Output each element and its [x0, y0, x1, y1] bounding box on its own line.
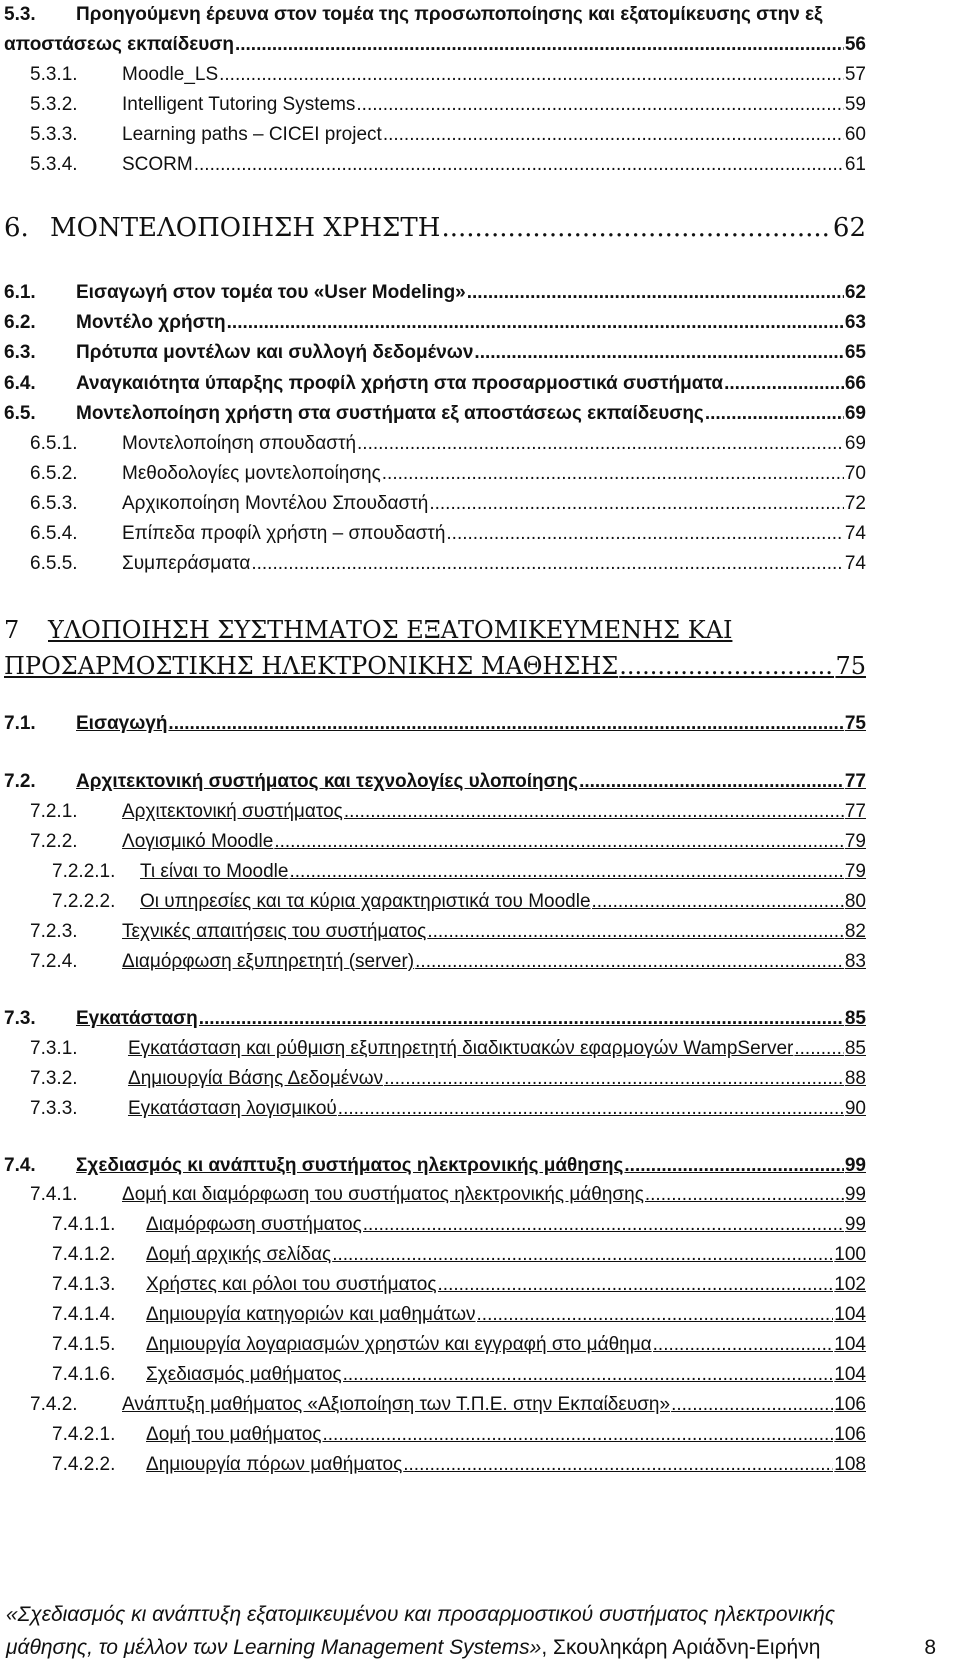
- toc-entry-title: Εγκατάσταση λογισμικού: [128, 1098, 337, 1119]
- toc-leader-dots: [343, 1361, 834, 1388]
- toc-entry-page: 61: [844, 154, 866, 175]
- toc-entry-number: 7.2.2.: [30, 831, 78, 852]
- toc-entry-title: ΜΟΝΤΕΛΟΠΟΙΗΣΗ ΧΡΗΣΤΗ: [50, 213, 441, 243]
- toc-leader-dots: [705, 400, 844, 427]
- toc-entry[interactable]: [52, 888, 866, 915]
- toc-leader-dots: [344, 798, 844, 825]
- toc-entry[interactable]: [4, 1152, 866, 1179]
- toc-entry-title: Δομή και διαμόρφωση του συστήματος ηλεκτρονικής μάθησης: [122, 1184, 644, 1205]
- toc-entry-number: 7.4.1.4.: [52, 1304, 116, 1325]
- toc-entry-number: 7.1.: [4, 713, 36, 734]
- toc-entry-number: 7.4.2.1.: [52, 1424, 116, 1445]
- toc-leader-dots: [356, 91, 843, 118]
- toc-entry[interactable]: [52, 1331, 866, 1358]
- toc-entry-page: 57: [844, 64, 866, 85]
- toc-entry-page: 99: [844, 1214, 866, 1235]
- toc-leader-dots: [363, 1211, 844, 1238]
- toc-leader-dots: [338, 1095, 844, 1122]
- toc-entry-title: Αρχιτεκτονική συστήματος: [122, 801, 343, 822]
- toc-entry-page: 108: [834, 1454, 866, 1475]
- toc-entry-title: Δημιουργία πόρων μαθήματος: [146, 1454, 403, 1475]
- toc-entry-number: 5.3.1.: [30, 64, 78, 85]
- toc-entry-page: 62: [832, 213, 866, 243]
- toc-entry-page: 80: [844, 891, 866, 912]
- page-footer: [6, 1598, 936, 1664]
- toc-entry[interactable]: [30, 798, 866, 825]
- toc-entry-number: 5.3.: [4, 4, 36, 25]
- toc-leader-dots: [579, 768, 844, 795]
- toc-entry-page: 83: [844, 951, 866, 972]
- toc-entry-number: 7.4.1.: [30, 1184, 78, 1205]
- toc-entry-page: 106: [834, 1424, 866, 1445]
- toc-entry-title: Λογισμικό Moodle: [122, 831, 274, 852]
- toc-entry[interactable]: [52, 1271, 866, 1298]
- toc-entry[interactable]: [4, 279, 866, 306]
- toc-entry-title: Αρχιτεκτονική συστήματος και τεχνολογίες υλοποίησης: [76, 771, 579, 792]
- toc-entry-page: 85: [844, 1038, 866, 1059]
- toc-entry-title: Δομή αρχικής σελίδας: [146, 1244, 332, 1265]
- toc-entry-page: 65: [844, 342, 866, 363]
- toc-leader-dots: [332, 1241, 833, 1268]
- toc-entry-page: 70: [844, 463, 866, 484]
- toc-entry-page: 99: [844, 1155, 866, 1176]
- toc-entry-number: 6.5.3.: [30, 493, 78, 514]
- toc-entry[interactable]: [4, 31, 866, 58]
- toc-entry[interactable]: [30, 151, 866, 178]
- toc-entry-number: 5.3.3.: [30, 124, 78, 145]
- toc-entry-title: Εγκατάσταση και ρύθμιση εξυπηρετητή διαδικτυακών εφαρμογών WampServer: [128, 1038, 794, 1059]
- toc-entry-number: 7.2.4.: [30, 951, 78, 972]
- toc-leader-dots: [467, 279, 844, 306]
- toc-entry-number: 7.3.3.: [30, 1098, 78, 1119]
- toc-leader-dots: [592, 888, 844, 915]
- toc-entry[interactable]: [52, 1421, 866, 1448]
- toc-entry[interactable]: [4, 768, 866, 795]
- toc-entry[interactable]: [4, 650, 866, 682]
- toc-entry-page: 56: [844, 34, 866, 55]
- toc-entry-number: 7.3.1.: [30, 1038, 78, 1059]
- toc-leader-dots: [168, 710, 843, 737]
- toc-entry[interactable]: [52, 1451, 866, 1478]
- toc-entry-number: 7.2.2.1.: [52, 861, 116, 882]
- toc-leader-dots: [438, 1271, 834, 1298]
- toc-leader-dots: [227, 309, 844, 336]
- toc-entry-title: Μεθοδολογίες μοντελοποίησης: [122, 463, 381, 484]
- toc-entry-number: 5.3.4.: [30, 154, 78, 175]
- toc-leader-dots: [384, 1065, 844, 1092]
- toc-entry-page: 106: [834, 1394, 866, 1415]
- toc-entry-number: 7.2.3.: [30, 921, 78, 942]
- toc-entry-number: 6.5.: [4, 403, 36, 424]
- toc-entry-page: 104: [834, 1334, 866, 1355]
- toc-entry-title: Σχεδιασμός μαθήματος: [146, 1364, 342, 1385]
- toc-entry[interactable]: [30, 61, 866, 88]
- toc-entry-page: 75: [835, 652, 866, 680]
- toc-entry-page: 85: [844, 1008, 866, 1029]
- toc-entry[interactable]: [4, 400, 866, 427]
- toc-entry-title: ΥΛΟΠΟΙΗΣΗ ΣΥΣΤΗΜΑΤΟΣ ΕΞΑΤΟΜΙΚΕΥΜΕΝΗΣ ΚΑΙ: [48, 616, 733, 644]
- toc-entry-title: Συμπεράσματα: [122, 553, 251, 574]
- toc-entry[interactable]: [4, 1005, 866, 1032]
- toc-entry[interactable]: [30, 1391, 866, 1418]
- toc-entry-title: Learning paths – CICEI project: [122, 124, 382, 145]
- toc-entry[interactable]: [30, 430, 866, 457]
- toc-entry[interactable]: [30, 828, 866, 855]
- toc-entry[interactable]: [52, 1361, 866, 1388]
- toc-entry-number: 5.3.2.: [30, 94, 78, 115]
- toc-leader-dots: [446, 520, 843, 547]
- toc-entry-page: 79: [844, 831, 866, 852]
- toc-entry-title: Τεχνικές απαιτήσεις του συστήματος: [122, 921, 427, 942]
- toc-entry-page: 63: [844, 312, 866, 333]
- toc-entry-number: 7.4.2.: [30, 1394, 78, 1415]
- toc-leader-dots: [274, 828, 844, 855]
- toc-entry-title: Οι υπηρεσίες και τα κύρια χαρακτηριστικά του Moodle: [140, 891, 591, 912]
- toc-leader-dots: [653, 1331, 834, 1358]
- toc-entry-number: 7: [4, 616, 20, 644]
- toc-entry-number: 7.2.1.: [30, 801, 78, 822]
- toc-leader-dots: [199, 1005, 844, 1032]
- toc-entry-number: 7.3.2.: [30, 1068, 78, 1089]
- toc-entry-title: Δομή του μαθήματος: [146, 1424, 322, 1445]
- toc-leader-dots: [251, 550, 844, 577]
- toc-leader-dots: [619, 650, 834, 682]
- toc-leader-dots: [415, 948, 844, 975]
- toc-entry-title: Εισαγωγή στον τομέα του «User Modeling»: [76, 282, 466, 303]
- toc-entry-number: 6.5.5.: [30, 553, 78, 574]
- toc-entry-title: Αναγκαιότητα ύπαρξης προφίλ χρήστη στα προσαρμοστικά συστήματα: [76, 373, 724, 394]
- toc-entry-page: 104: [834, 1364, 866, 1385]
- toc-entry-page: 77: [844, 801, 866, 822]
- toc-entry-title: Ανάπτυξη μαθήματος «Αξιοποίηση των Τ.Π.Ε. στην Εκπαίδευση»: [122, 1394, 671, 1415]
- toc-entry-number: 7.4.2.2.: [52, 1454, 116, 1475]
- toc-leader-dots: [474, 339, 843, 366]
- toc-entry[interactable]: [30, 1181, 866, 1208]
- toc-entry-title: ΠΡΟΣΑΡΜΟΣΤΙΚΗΣ ΗΛΕΚΤΡΟΝΙΚΗΣ ΜΑΘΗΣΗΣ: [4, 652, 619, 680]
- toc-entry[interactable]: [52, 1301, 866, 1328]
- toc-entry-page: 77: [844, 771, 866, 792]
- toc-entry-number: 7.4.1.5.: [52, 1334, 116, 1355]
- footer-author: , Σκουληκάρη Αριάδνη-Ειρήνη: [541, 1636, 821, 1659]
- toc-entry-title: Δημιουργία λογαριασμών χρηστών και εγγραφή στο μάθημα: [146, 1334, 652, 1355]
- toc-entry-title: Intelligent Tutoring Systems: [122, 94, 356, 115]
- toc-entry-number: 7.4.1.6.: [52, 1364, 116, 1385]
- footer-thesis-title-line1: «Σχεδιασμός κι ανάπτυξη εξατομικευμένου και προσαρμοστικού συστήματος ηλεκτρονικής: [6, 1603, 836, 1626]
- toc-entry-number: 6.2.: [4, 312, 36, 333]
- toc-entry-title: Δημιουργία κατηγοριών και μαθημάτων: [146, 1304, 476, 1325]
- toc-entry[interactable]: [30, 1095, 866, 1122]
- toc-entry-page: 82: [844, 921, 866, 942]
- toc-entry[interactable]: [4, 370, 866, 397]
- toc-entry[interactable]: [4, 1, 866, 28]
- toc-entry-title: Πρότυπα μοντέλων και συλλογή δεδομένων: [76, 342, 474, 363]
- toc-leader-dots: [235, 31, 844, 58]
- toc-entry-number: 6.3.: [4, 342, 36, 363]
- toc-entry-page: 102: [834, 1274, 866, 1295]
- toc-leader-dots: [794, 1035, 843, 1062]
- toc-entry-title: Διαμόρφωση συστήματος: [146, 1214, 362, 1235]
- toc-entry[interactable]: [30, 91, 866, 118]
- toc-entry[interactable]: [30, 121, 866, 148]
- toc-entry-title: Moodle_LS: [122, 64, 219, 85]
- toc-entry-number: 7.4.1.3.: [52, 1274, 116, 1295]
- toc-leader-dots: [477, 1301, 834, 1328]
- toc-entry-title: SCORM: [122, 154, 193, 175]
- footer-thesis-title-line2: [6, 1631, 936, 1664]
- toc-leader-dots: [429, 490, 844, 517]
- toc-entry-page: 104: [834, 1304, 866, 1325]
- toc-entry-page: 75: [844, 713, 866, 734]
- toc-entry-title: Μοντελοποίηση σπουδαστή: [122, 433, 357, 454]
- toc-entry[interactable]: [4, 710, 866, 737]
- toc-entry-page: 74: [844, 523, 866, 544]
- toc-entry-number: 7.4.1.1.: [52, 1214, 116, 1235]
- toc-entry-number: 6.4.: [4, 373, 36, 394]
- toc-entry-page: 100: [834, 1244, 866, 1265]
- toc-entry[interactable]: [4, 211, 866, 245]
- toc-entry-title: Δημιουργία Βάσης Δεδομένων: [128, 1068, 384, 1089]
- toc-entry-page: 66: [844, 373, 866, 394]
- toc-entry-number: 6.: [4, 213, 29, 243]
- toc-entry-page: 60: [844, 124, 866, 145]
- toc-entry-number: 6.5.1.: [30, 433, 78, 454]
- toc-entry[interactable]: [52, 858, 866, 885]
- toc-entry-title: Εγκατάσταση: [76, 1008, 198, 1029]
- toc-entry-page: 69: [844, 433, 866, 454]
- toc-entry-number: 6.5.4.: [30, 523, 78, 544]
- toc-entry-number: 7.3.: [4, 1008, 36, 1029]
- toc-entry-number: 7.4.: [4, 1155, 36, 1176]
- toc-entry[interactable]: [30, 550, 866, 577]
- toc-entry-title: Εισαγωγή: [76, 713, 168, 734]
- toc-entry-page: 88: [844, 1068, 866, 1089]
- toc-entry-page: 74: [844, 553, 866, 574]
- toc-entry-title: Προηγούμενη έρευνα στον τομέα της προσωποποίησης και εξατομίκευσης στην εξ: [76, 4, 823, 25]
- toc-entry-title: Σχεδιασμός κι ανάπτυξη συστήματος ηλεκτρονικής μάθησης: [76, 1155, 624, 1176]
- toc-leader-dots: [671, 1391, 833, 1418]
- toc-entry-page: 79: [844, 861, 866, 882]
- toc-entry[interactable]: [52, 1211, 866, 1238]
- toc-leader-dots: [322, 1421, 833, 1448]
- toc-entry-number: 6.1.: [4, 282, 36, 303]
- toc-leader-dots: [194, 151, 844, 178]
- toc-leader-dots: [441, 211, 831, 245]
- toc-entry-title: Τι είναι το Moodle: [140, 861, 289, 882]
- toc-entry-page: 69: [844, 403, 866, 424]
- toc-leader-dots: [427, 918, 844, 945]
- toc-entry-title: Μοντέλο χρήστη: [76, 312, 226, 333]
- toc-entry-page: 72: [844, 493, 866, 514]
- toc-entry-page: 90: [844, 1098, 866, 1119]
- toc-entry[interactable]: [30, 490, 866, 517]
- toc-entry[interactable]: [30, 1065, 866, 1092]
- toc-entry[interactable]: [30, 460, 866, 487]
- toc-entry-number: 7.4.1.2.: [52, 1244, 116, 1265]
- toc-leader-dots: [645, 1181, 844, 1208]
- toc-entry-number: 7.2.: [4, 771, 36, 792]
- toc-entry[interactable]: [30, 948, 866, 975]
- toc-leader-dots: [403, 1451, 833, 1478]
- toc-entry[interactable]: [4, 339, 866, 366]
- toc-leader-dots: [357, 430, 844, 457]
- toc-entry[interactable]: [4, 309, 866, 336]
- toc-entry-title: Διαμόρφωση εξυπηρετητή (server): [122, 951, 415, 972]
- toc-entry[interactable]: [4, 614, 866, 646]
- toc-entry[interactable]: [30, 1035, 866, 1062]
- toc-entry-page: 99: [844, 1184, 866, 1205]
- toc-entry-number: 6.5.2.: [30, 463, 78, 484]
- toc-entry-page: 59: [844, 94, 866, 115]
- toc-leader-dots: [724, 370, 844, 397]
- toc-entry-title: Επίπεδα προφίλ χρήστη – σπουδαστή: [122, 523, 446, 544]
- toc-entry-title: Χρήστες και ρόλοι του συστήματος: [146, 1274, 437, 1295]
- toc-leader-dots: [383, 121, 844, 148]
- toc-entry[interactable]: [30, 520, 866, 547]
- toc-leader-dots: [624, 1152, 843, 1179]
- toc-entry[interactable]: [52, 1241, 866, 1268]
- toc-entry-number: 7.2.2.2.: [52, 891, 116, 912]
- toc-entry[interactable]: [30, 918, 866, 945]
- toc-entry-title: αποστάσεως εκπαίδευση: [4, 34, 234, 55]
- toc-entry-title: Μοντελοποίηση χρήστη στα συστήματα εξ αποστάσεως εκπαίδευσης: [76, 403, 704, 424]
- footer-thesis-title-line2-italic: μάθησης, το μέλλον των Learning Management Systems»: [6, 1636, 542, 1659]
- page-number: 8: [924, 1636, 936, 1659]
- toc-entry-title: Αρχικοποίηση Μοντέλου Σπουδαστή: [122, 493, 429, 514]
- toc-leader-dots: [382, 460, 844, 487]
- toc-entry-page: 62: [844, 282, 866, 303]
- toc-leader-dots: [289, 858, 843, 885]
- toc-leader-dots: [219, 61, 844, 88]
